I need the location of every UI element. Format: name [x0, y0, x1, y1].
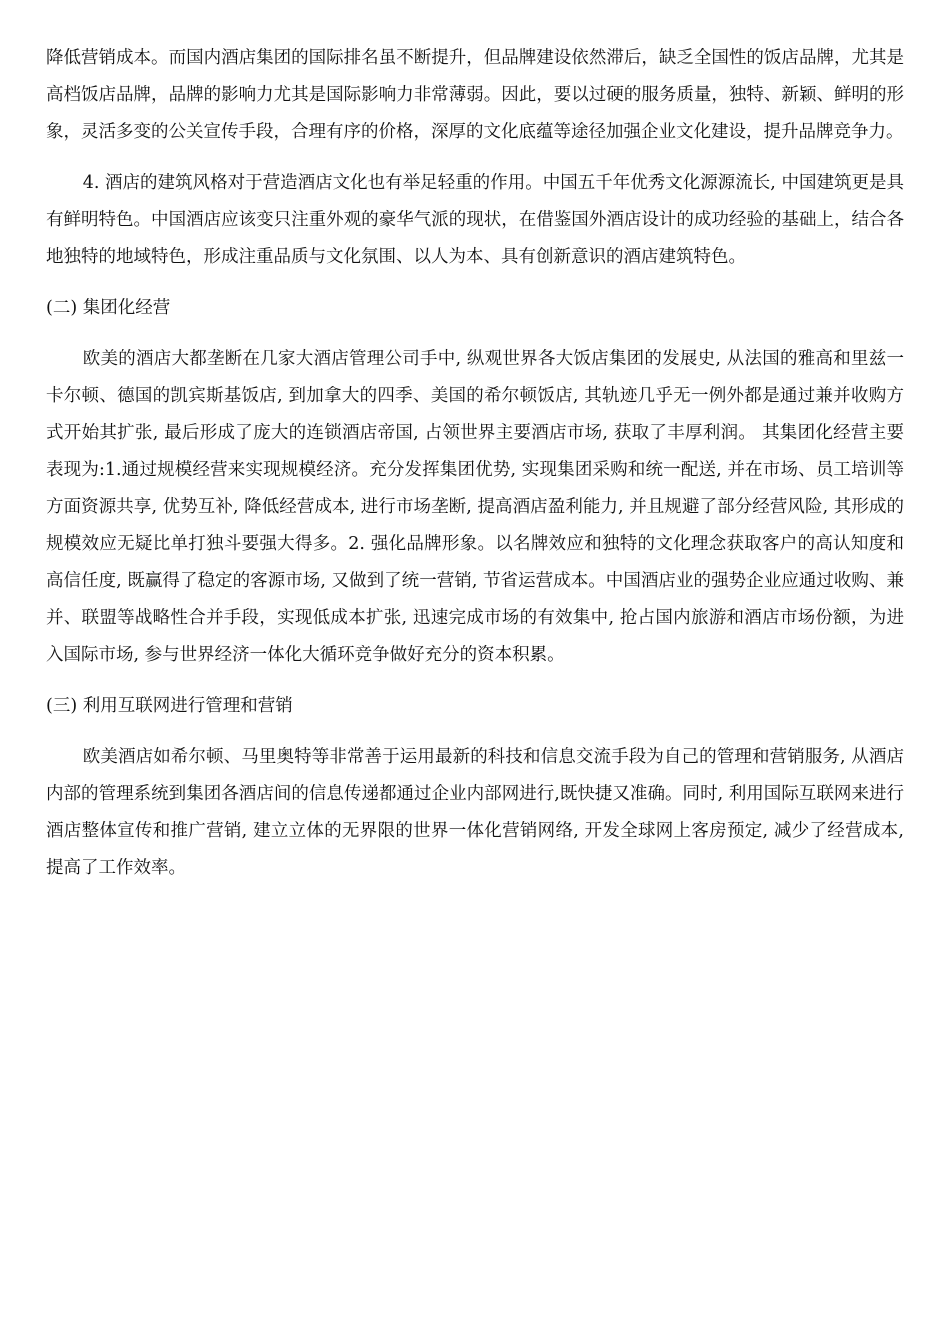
- paragraph-group-operation: 欧美的酒店大都垄断在几家大酒店管理公司手中, 纵观世界各大饭店集团的发展史, 从法国的雅高和里兹一卡尔顿、德国的凯宾斯基饭店, 到加拿大的四季、美国的希尔顿饭店, 其轨迹几乎无一例外都是通过兼并收购方式开始其扩张, 最后形成了庞大的连锁酒店帝国, 占领世界主要酒店市场, 获取了丰厚利润。 其集团化经营主要表现为:1.通过规模经营来实现规模经济。充分发挥集团优势, 实现集团采购和统一配送, 并在市场、员工培训等方面资源共享, 优势互补, 降低经营成本, 进行市场垄断, 提高酒店盈利能力, 并且规避了部分经营风险, 其形成的规模效应无疑比单打独斗要强大得多。2. 强化品牌形象。以名牌效应和独特的文化理念获取客户的高认知度和高信任度, 既赢得了稳定的客源市场, 又做到了统一营销, 节省运营成本。中国酒店业的强势企业应通过收购、兼并、联盟等战略性合并手段，实现低成本扩张, 迅速完成市场的有效集中, 抢占国内旅游和酒店市场份额，为进入国际市场, 参与世界经济一体化大循环竞争做好充分的资本积累。: [46, 349, 904, 665]
- paragraph-internet-marketing: 欧美酒店如希尔顿、马里奥特等非常善于运用最新的科技和信息交流手段为自己的管理和营销服务, 从酒店内部的管理系统到集团各酒店间的信息传递都通过企业内部网进行,既快捷又准确。同时, 利用国际互联网来进行酒店整体宣传和推广营销, 建立立体的无界限的世界一体化营销网络, 开发全球网上客房预定, 减少了经营成本,提高了工作效率。: [46, 747, 904, 878]
- section-heading-internet-marketing: (三) 利用互联网进行管理和营销: [46, 696, 293, 716]
- section-heading-group-operation: (二) 集团化经营: [46, 298, 171, 318]
- paragraph-brand-building: 降低营销成本。而国内酒店集团的国际排名虽不断提升，但品牌建设依然滞后，缺乏全国性的饭店品牌，尤其是高档饭店品牌，品牌的影响力尤其是国际影响力非常薄弱。因此，要以过硬的服务质量，独特、新颖、鲜明的形象，灵活多变的公关宣传手段，合理有序的价格，深厚的文化底蕴等途径加强企业文化建设，提升品牌竞争力。: [46, 48, 904, 142]
- document-body: [46, 40, 904, 901]
- paragraph-architecture-style: 4. 酒店的建筑风格对于营造酒店文化也有举足轻重的作用。中国五千年优秀文化源源流长, 中国建筑更是具有鲜明特色。中国酒店应该变只注重外观的豪华气派的现状，在借鉴国外酒店设计的成功经验的基础上，结合各地独特的地域特色，形成注重品质与文化氛围、以人为本、具有创新意识的酒店建筑特色。: [46, 173, 904, 267]
